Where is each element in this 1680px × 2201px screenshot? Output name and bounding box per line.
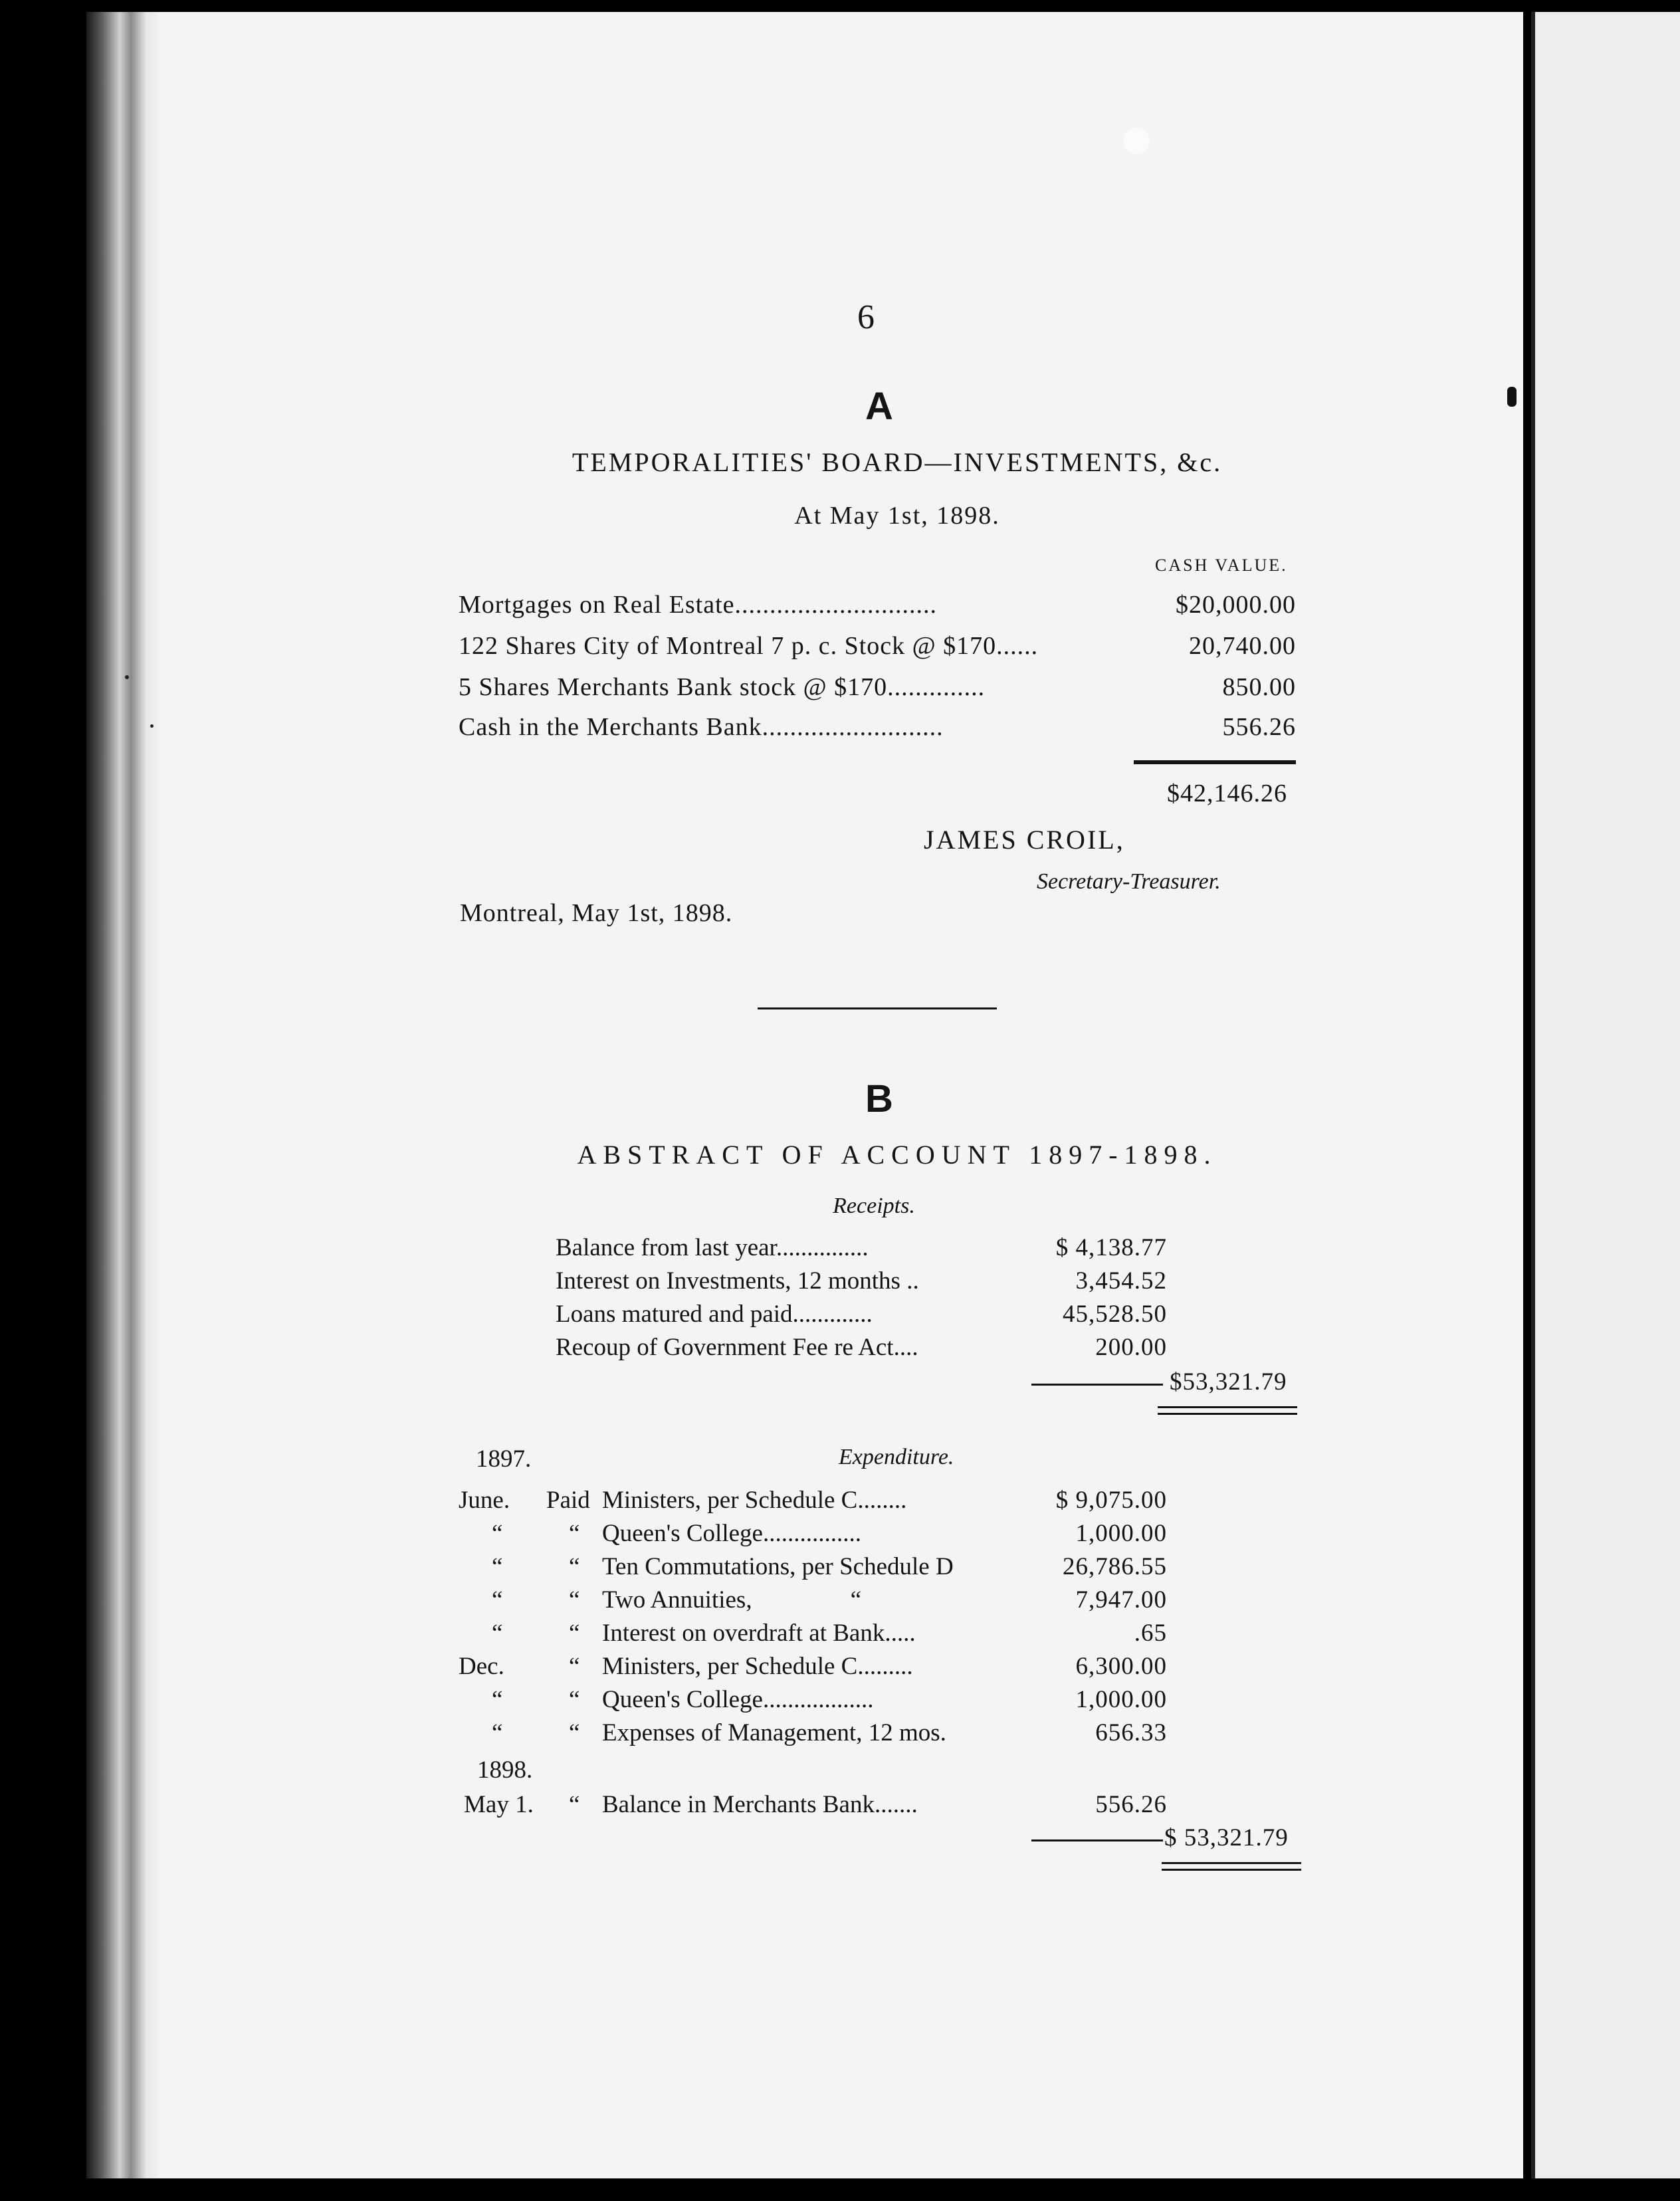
scan-speck <box>1123 128 1150 154</box>
expenditure-desc: Balance in Merchants Bank....... <box>602 1791 918 1818</box>
receipt-label: Recoup of Government Fee re Act.... <box>556 1334 918 1361</box>
investment-row <box>459 712 1296 742</box>
expenditure-row <box>0 1552 1680 1583</box>
expenditure-row <box>0 1685 1680 1716</box>
scan-speck <box>150 724 154 728</box>
receipt-amount: 3,454.52 <box>1075 1267 1167 1295</box>
investment-amount: $20,000.00 <box>1176 591 1296 619</box>
expenditure-desc: Ministers, per Schedule C......... <box>602 1653 913 1680</box>
ditto-mark: “ <box>569 1553 580 1580</box>
cash-value-header: CASH VALUE. <box>1155 556 1288 575</box>
ditto-mark: “ <box>569 1653 580 1680</box>
page-number: 6 <box>857 298 875 336</box>
expenditure-amount: .65 <box>1134 1620 1167 1647</box>
investment-row <box>459 673 1296 702</box>
expenditure-desc: Ten Commutations, per Schedule D <box>602 1553 954 1580</box>
place-and-date: Montreal, May 1st, 1898. <box>460 899 733 927</box>
expenditure-amount: 26,786.55 <box>1063 1553 1167 1580</box>
investment-label: 5 Shares Merchants Bank stock @ $170.............. <box>459 673 986 701</box>
investment-label: Cash in the Merchants Bank.......................... <box>459 713 944 741</box>
expenditure-rule <box>1031 1839 1163 1841</box>
receipts-heading: Receipts. <box>833 1194 915 1218</box>
section-b-letter: B <box>865 1077 893 1120</box>
section-a-title: TEMPORALITIES' BOARD—INVESTMENTS, &c. <box>572 447 1223 477</box>
receipt-row <box>556 1333 1167 1362</box>
expenditure-amount: 556.26 <box>1095 1791 1167 1818</box>
ditto-mark: “ <box>569 1620 580 1647</box>
receipt-row <box>556 1300 1167 1328</box>
section-b-title: ABSTRACT OF ACCOUNT 1897-1898. <box>577 1140 1217 1170</box>
investment-row <box>459 590 1296 619</box>
expenditure-desc: Expenses of Management, 12 mos. <box>602 1719 946 1746</box>
ditto-mark: “ <box>492 1620 503 1647</box>
section-a-date: At May 1st, 1898. <box>794 502 1000 530</box>
expenditure-amount: 7,947.00 <box>1075 1586 1167 1614</box>
expenditure-month: June. <box>459 1487 510 1514</box>
expenditure-year-2: 1898. <box>477 1756 533 1784</box>
receipt-amount: 200.00 <box>1095 1334 1167 1361</box>
document-page <box>161 12 1523 2178</box>
ditto-mark: “ <box>492 1719 503 1746</box>
receipt-row <box>556 1233 1167 1262</box>
investment-label: 122 Shares City of Montreal 7 p. c. Stock @ $170...... <box>459 632 1039 660</box>
receipts-double-rule-top <box>1158 1406 1297 1408</box>
expenditure-paid: Paid <box>546 1487 590 1514</box>
receipt-amount: $ 4,138.77 <box>1055 1234 1167 1261</box>
expenditure-total: $ 53,321.79 <box>1164 1824 1289 1851</box>
expenditure-heading: Expenditure. <box>839 1445 954 1469</box>
receipt-amount: 45,528.50 <box>1063 1301 1167 1328</box>
expenditure-row <box>0 1619 1680 1649</box>
ditto-mark: “ <box>492 1520 503 1547</box>
investment-label: Mortgages on Real Estate............................. <box>459 591 938 619</box>
expenditure-row <box>0 1586 1680 1616</box>
scan-artifact <box>1507 387 1517 407</box>
ditto-mark: “ <box>569 1686 580 1713</box>
sum-rule <box>1134 760 1296 764</box>
receipt-label: Balance from last year............... <box>556 1234 869 1261</box>
expenditure-desc: Interest on overdraft at Bank..... <box>602 1620 916 1647</box>
section-a-letter: A <box>865 385 893 428</box>
investments-total: $42,146.26 <box>1167 780 1287 807</box>
expenditure-amount: 1,000.00 <box>1075 1520 1167 1547</box>
expenditure-desc: Ministers, per Schedule C........ <box>602 1487 907 1514</box>
receipts-rule <box>1031 1384 1163 1386</box>
ditto-mark: “ <box>492 1686 503 1713</box>
receipt-label: Loans matured and paid............. <box>556 1301 873 1328</box>
ditto-mark: “ <box>492 1553 503 1580</box>
book-spine-edge <box>86 12 161 2178</box>
signatory-name: JAMES CROIL, <box>924 825 1125 855</box>
expenditure-double-rule-bottom <box>1162 1869 1301 1871</box>
receipt-row <box>556 1267 1167 1295</box>
investment-row <box>459 631 1296 661</box>
facing-page-edge <box>1531 12 1680 2178</box>
investment-amount: 556.26 <box>1222 713 1296 741</box>
expenditure-row <box>0 1486 1680 1517</box>
expenditure-row <box>0 1719 1680 1749</box>
expenditure-desc: Queen's College................ <box>602 1520 861 1547</box>
expenditure-year: 1897. <box>476 1445 532 1473</box>
receipt-label: Interest on Investments, 12 months .. <box>556 1267 919 1295</box>
expenditure-desc: Queen's College.................. <box>602 1686 874 1713</box>
expenditure-month: May 1. <box>464 1791 534 1818</box>
expenditure-amount: 656.33 <box>1095 1719 1167 1746</box>
ditto-mark: “ <box>569 1520 580 1547</box>
receipts-total: $53,321.79 <box>1170 1368 1287 1396</box>
expenditure-amount: $ 9,075.00 <box>1055 1487 1167 1514</box>
expenditure-row <box>0 1652 1680 1683</box>
scan-speck <box>125 675 129 679</box>
receipts-double-rule-bottom <box>1158 1413 1297 1415</box>
ditto-mark: “ <box>569 1719 580 1746</box>
ditto-mark: “ <box>492 1586 503 1614</box>
section-divider <box>758 1007 997 1009</box>
expenditure-amount: 1,000.00 <box>1075 1686 1167 1713</box>
investment-amount: 20,740.00 <box>1189 632 1296 660</box>
expenditure-row-final <box>0 1790 1680 1821</box>
expenditure-amount: 6,300.00 <box>1075 1653 1167 1680</box>
ditto-mark: “ <box>569 1791 580 1818</box>
investment-amount: 850.00 <box>1222 673 1296 701</box>
expenditure-row <box>0 1519 1680 1550</box>
ditto-mark: “ <box>569 1586 580 1614</box>
expenditure-month: Dec. <box>459 1653 504 1680</box>
expenditure-desc: Two Annuities, “ <box>602 1586 861 1614</box>
signatory-title: Secretary-Treasurer. <box>1037 869 1221 894</box>
expenditure-double-rule-top <box>1162 1862 1301 1864</box>
